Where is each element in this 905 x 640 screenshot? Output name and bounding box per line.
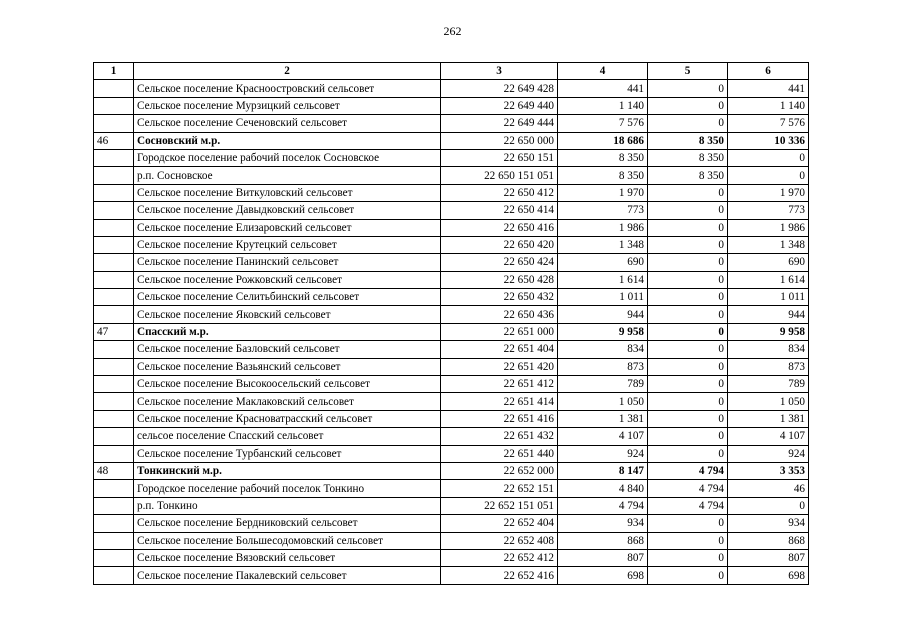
column-6-value-cell: 834: [728, 341, 809, 358]
municipality-name-cell: Сельское поселение Большесодомовский сельсовет: [134, 532, 441, 549]
column-6-value-cell: 0: [728, 167, 809, 184]
row-number-cell: 48: [94, 462, 134, 479]
table-row: [94, 289, 809, 306]
table-row: [94, 167, 809, 184]
column-5-value-cell: 0: [648, 184, 728, 201]
column-6-value-cell: 807: [728, 549, 809, 566]
table-row: [94, 532, 809, 549]
municipality-name-cell: Сельское поселение Селитьбинский сельсовет: [134, 289, 441, 306]
column-6-value-cell: 934: [728, 515, 809, 532]
table-row: [94, 515, 809, 532]
column-6-value-cell: 3 353: [728, 462, 809, 479]
table-row: [94, 393, 809, 410]
table-row: [94, 80, 809, 97]
column-4-value-cell: 1 986: [558, 219, 648, 236]
row-number-cell: [94, 376, 134, 393]
column-6-value-cell: 1 348: [728, 236, 809, 253]
table-row: [94, 376, 809, 393]
column-5-value-cell: 0: [648, 515, 728, 532]
oktmo-code-cell: 22 652 151 051: [441, 497, 558, 514]
municipality-name-cell: Сельское поселение Давыдковский сельсовет: [134, 202, 441, 219]
column-5-value-cell: 0: [648, 549, 728, 566]
row-number-cell: [94, 410, 134, 427]
oktmo-code-cell: 22 650 420: [441, 236, 558, 253]
municipality-name-cell: Сельское поселение Панинский сельсовет: [134, 254, 441, 271]
column-6-value-cell: 10 336: [728, 132, 809, 149]
column-6-value-cell: 9 958: [728, 323, 809, 340]
column-5-value-cell: 0: [648, 532, 728, 549]
column-5-value-cell: 0: [648, 80, 728, 97]
column-6-value-cell: 773: [728, 202, 809, 219]
column-6-value-cell: 7 576: [728, 115, 809, 132]
column-5-value-cell: 0: [648, 97, 728, 114]
column-6-value-cell: 924: [728, 445, 809, 462]
row-number-cell: [94, 236, 134, 253]
oktmo-code-cell: 22 651 404: [441, 341, 558, 358]
row-number-cell: [94, 567, 134, 584]
oktmo-code-cell: 22 650 151: [441, 149, 558, 166]
column-4-value-cell: 8 147: [558, 462, 648, 479]
municipality-name-cell: Сельское поселение Пакалевский сельсовет: [134, 567, 441, 584]
oktmo-code-cell: 22 652 408: [441, 532, 558, 549]
oktmo-code-cell: 22 650 412: [441, 184, 558, 201]
row-number-cell: [94, 167, 134, 184]
table-row: [94, 236, 809, 253]
table-row: [94, 549, 809, 566]
column-5-value-cell: 0: [648, 410, 728, 427]
municipality-name-cell: Спасский м.р.: [134, 323, 441, 340]
table-row: [94, 445, 809, 462]
row-number-cell: [94, 115, 134, 132]
municipality-name-cell: р.п. Сосновское: [134, 167, 441, 184]
column-5-value-cell: 8 350: [648, 149, 728, 166]
column-4-value-cell: 4 794: [558, 497, 648, 514]
column-5-value-cell: 0: [648, 358, 728, 375]
municipality-name-cell: Сельское поселение Маклаковский сельсовет: [134, 393, 441, 410]
municipality-name-cell: Сельское поселение Бердниковский сельсовет: [134, 515, 441, 532]
column-4-value-cell: 944: [558, 306, 648, 323]
column-6-value-cell: 1 970: [728, 184, 809, 201]
table-header-row: [94, 63, 809, 80]
page-number: 262: [443, 24, 462, 38]
municipality-name-cell: Городское поселение рабочий поселок Тонкино: [134, 480, 441, 497]
table-row: [94, 567, 809, 584]
column-6-value-cell: 789: [728, 376, 809, 393]
column-5-value-cell: 0: [648, 219, 728, 236]
oktmo-code-cell: 22 652 000: [441, 462, 558, 479]
oktmo-code-cell: 22 649 428: [441, 80, 558, 97]
column-4-value-cell: 690: [558, 254, 648, 271]
table-row: [94, 149, 809, 166]
column-6-value-cell: 873: [728, 358, 809, 375]
row-number-cell: [94, 549, 134, 566]
column-4-value-cell: 924: [558, 445, 648, 462]
column-6-value-cell: 46: [728, 480, 809, 497]
row-number-cell: [94, 202, 134, 219]
column-5-value-cell: 0: [648, 376, 728, 393]
column-5-value-cell: 0: [648, 236, 728, 253]
column-4-value-cell: 1 970: [558, 184, 648, 201]
table-body: [94, 80, 809, 584]
column-6-value-cell: 868: [728, 532, 809, 549]
municipality-name-cell: Сельское поселение Базловский сельсовет: [134, 341, 441, 358]
column-4-value-cell: 934: [558, 515, 648, 532]
table-row: [94, 219, 809, 236]
column-5-value-cell: 0: [648, 289, 728, 306]
column-4-value-cell: 873: [558, 358, 648, 375]
column-4-value-cell: 1 050: [558, 393, 648, 410]
column-4-value-cell: 441: [558, 80, 648, 97]
table-row: [94, 480, 809, 497]
row-number-cell: [94, 97, 134, 114]
column-5-value-cell: 0: [648, 271, 728, 288]
column-4-value-cell: 1 614: [558, 271, 648, 288]
oktmo-code-cell: 22 650 414: [441, 202, 558, 219]
column-4-value-cell: 1 140: [558, 97, 648, 114]
oktmo-code-cell: 22 650 151 051: [441, 167, 558, 184]
row-number-cell: [94, 306, 134, 323]
oktmo-code-cell: 22 651 432: [441, 428, 558, 445]
column-4-value-cell: 773: [558, 202, 648, 219]
oktmo-code-cell: 22 650 436: [441, 306, 558, 323]
municipality-name-cell: Тонкинский м.р.: [134, 462, 441, 479]
oktmo-code-cell: 22 651 412: [441, 376, 558, 393]
row-number-cell: [94, 254, 134, 271]
column-4-value-cell: 8 350: [558, 149, 648, 166]
column-4-value-cell: 4 107: [558, 428, 648, 445]
column-4-value-cell: 789: [558, 376, 648, 393]
oktmo-code-cell: 22 650 000: [441, 132, 558, 149]
row-number-cell: [94, 515, 134, 532]
column-5-value-cell: 0: [648, 202, 728, 219]
municipality-name-cell: Сельское поселение Турбанский сельсовет: [134, 445, 441, 462]
column-6-value-cell: 1 614: [728, 271, 809, 288]
column-6-value-cell: 1 140: [728, 97, 809, 114]
oktmo-code-cell: 22 649 440: [441, 97, 558, 114]
municipality-name-cell: Сельское поселение Высокоосельский сельсовет: [134, 376, 441, 393]
table-row: [94, 428, 809, 445]
data-table: [93, 62, 809, 585]
table-row: [94, 358, 809, 375]
column-4-value-cell: 1 348: [558, 236, 648, 253]
row-number-cell: [94, 428, 134, 445]
table-row: [94, 202, 809, 219]
row-number-cell: 47: [94, 323, 134, 340]
column-5-value-cell: 0: [648, 115, 728, 132]
municipality-name-cell: Сельское поселение Мурзицкий сельсовет: [134, 97, 441, 114]
column-5-value-cell: 0: [648, 428, 728, 445]
municipality-name-cell: Сельское поселение Красноостровский сельсовет: [134, 80, 441, 97]
table-row: [94, 115, 809, 132]
column-6-value-cell: 441: [728, 80, 809, 97]
column-6-value-cell: 698: [728, 567, 809, 584]
oktmo-code-cell: 22 651 414: [441, 393, 558, 410]
table-row: [94, 323, 809, 340]
column-4-value-cell: 18 686: [558, 132, 648, 149]
column-6-value-cell: 0: [728, 497, 809, 514]
table-row: [94, 306, 809, 323]
column-5-value-cell: 0: [648, 323, 728, 340]
column-5-value-cell: 8 350: [648, 167, 728, 184]
oktmo-code-cell: 22 650 428: [441, 271, 558, 288]
row-number-cell: [94, 393, 134, 410]
oktmo-code-cell: 22 651 420: [441, 358, 558, 375]
column-5-value-cell: 0: [648, 393, 728, 410]
municipality-name-cell: Сельское поселение Сеченовский сельсовет: [134, 115, 441, 132]
oktmo-code-cell: 22 651 000: [441, 323, 558, 340]
row-number-cell: [94, 271, 134, 288]
oktmo-code-cell: 22 651 416: [441, 410, 558, 427]
oktmo-code-cell: 22 650 416: [441, 219, 558, 236]
column-5-value-cell: 4 794: [648, 497, 728, 514]
column-4-value-cell: 1 381: [558, 410, 648, 427]
row-number-cell: [94, 445, 134, 462]
municipality-name-cell: Сельское поселение Вязовский сельсовет: [134, 549, 441, 566]
table-row: [94, 97, 809, 114]
column-header: 3: [441, 63, 558, 80]
column-5-value-cell: 0: [648, 254, 728, 271]
column-6-value-cell: 1 050: [728, 393, 809, 410]
row-number-cell: [94, 80, 134, 97]
column-6-value-cell: 1 011: [728, 289, 809, 306]
column-header: 2: [134, 63, 441, 80]
oktmo-code-cell: 22 652 151: [441, 480, 558, 497]
column-5-value-cell: 4 794: [648, 462, 728, 479]
municipality-name-cell: Сельское поселение Яковский сельсовет: [134, 306, 441, 323]
row-number-cell: [94, 341, 134, 358]
municipality-name-cell: Сельское поселение Крутецкий сельсовет: [134, 236, 441, 253]
municipality-name-cell: Городское поселение рабочий поселок Сосновское: [134, 149, 441, 166]
column-5-value-cell: 0: [648, 306, 728, 323]
column-5-value-cell: 0: [648, 567, 728, 584]
municipality-name-cell: Сельское поселение Вазьянский сельсовет: [134, 358, 441, 375]
municipality-name-cell: Сельское поселение Рожковский сельсовет: [134, 271, 441, 288]
column-header: 1: [94, 63, 134, 80]
column-4-value-cell: 834: [558, 341, 648, 358]
table-row: [94, 410, 809, 427]
municipality-name-cell: сельсое поселение Спасский сельсовет: [134, 428, 441, 445]
column-5-value-cell: 0: [648, 341, 728, 358]
oktmo-code-cell: 22 651 440: [441, 445, 558, 462]
column-4-value-cell: 698: [558, 567, 648, 584]
oktmo-code-cell: 22 652 416: [441, 567, 558, 584]
column-6-value-cell: 1 381: [728, 410, 809, 427]
municipality-name-cell: Сельское поселение Виткуловский сельсовет: [134, 184, 441, 201]
column-6-value-cell: 690: [728, 254, 809, 271]
column-4-value-cell: 9 958: [558, 323, 648, 340]
row-number-cell: [94, 497, 134, 514]
table-row: [94, 462, 809, 479]
column-6-value-cell: 4 107: [728, 428, 809, 445]
column-5-value-cell: 4 794: [648, 480, 728, 497]
column-5-value-cell: 0: [648, 445, 728, 462]
oktmo-code-cell: 22 652 404: [441, 515, 558, 532]
oktmo-code-cell: 22 652 412: [441, 549, 558, 566]
row-number-cell: [94, 184, 134, 201]
column-6-value-cell: 1 986: [728, 219, 809, 236]
oktmo-code-cell: 22 650 424: [441, 254, 558, 271]
table-row: [94, 132, 809, 149]
row-number-cell: 46: [94, 132, 134, 149]
column-4-value-cell: 4 840: [558, 480, 648, 497]
row-number-cell: [94, 532, 134, 549]
column-header: 5: [648, 63, 728, 80]
table-row: [94, 254, 809, 271]
row-number-cell: [94, 480, 134, 497]
municipality-name-cell: р.п. Тонкино: [134, 497, 441, 514]
oktmo-code-cell: 22 650 432: [441, 289, 558, 306]
row-number-cell: [94, 289, 134, 306]
municipality-name-cell: Сосновский м.р.: [134, 132, 441, 149]
table-row: [94, 271, 809, 288]
municipality-name-cell: Сельское поселение Елизаровский сельсовет: [134, 219, 441, 236]
column-4-value-cell: 807: [558, 549, 648, 566]
column-header: 6: [728, 63, 809, 80]
column-4-value-cell: 868: [558, 532, 648, 549]
table-row: [94, 341, 809, 358]
column-6-value-cell: 944: [728, 306, 809, 323]
column-5-value-cell: 8 350: [648, 132, 728, 149]
table-row: [94, 184, 809, 201]
table-row: [94, 497, 809, 514]
row-number-cell: [94, 149, 134, 166]
column-header: 4: [558, 63, 648, 80]
column-4-value-cell: 8 350: [558, 167, 648, 184]
column-4-value-cell: 7 576: [558, 115, 648, 132]
oktmo-code-cell: 22 649 444: [441, 115, 558, 132]
row-number-cell: [94, 219, 134, 236]
municipality-name-cell: Сельское поселение Красноватрасский сельсовет: [134, 410, 441, 427]
row-number-cell: [94, 358, 134, 375]
column-6-value-cell: 0: [728, 149, 809, 166]
column-4-value-cell: 1 011: [558, 289, 648, 306]
